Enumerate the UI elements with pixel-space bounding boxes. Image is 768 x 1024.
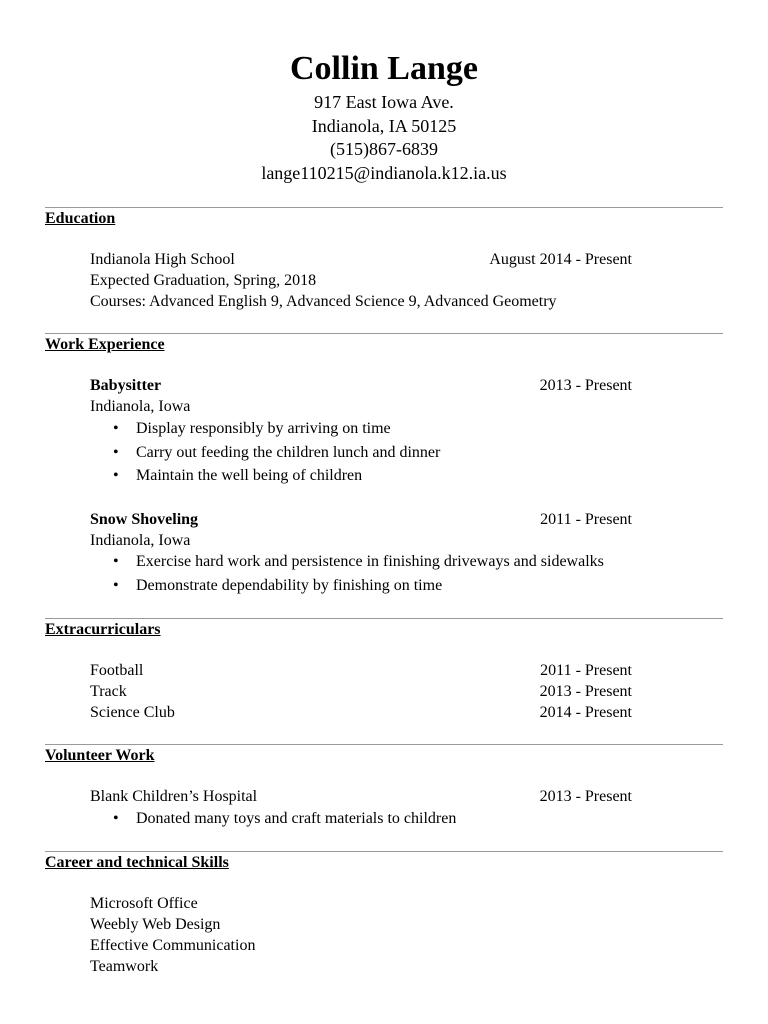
job-bullet: Exercise hard work and persistence in finishing driveways and sidewalks [136, 553, 604, 570]
phone-number: (515)867-6839 [330, 139, 438, 159]
graduation-info: Expected Graduation, Spring, 2018 [90, 272, 317, 289]
school-name: Indianola High School [90, 251, 235, 268]
job-location: Indianola, Iowa [90, 398, 191, 415]
work-heading: Work Experience [45, 336, 165, 353]
activity-name: Science Club [90, 704, 175, 721]
activity-name: Track [90, 683, 127, 700]
section-divider [45, 744, 723, 745]
activity-dates: 2014 - Present [539, 704, 632, 721]
section-divider [45, 333, 723, 334]
job-title: Snow Shoveling [90, 511, 199, 528]
job-bullet: Demonstrate dependability by finishing on time [136, 577, 443, 594]
job-title: Babysitter [90, 377, 162, 394]
skills-heading: Career and technical Skills [45, 854, 229, 871]
job-dates: 2013 - Present [539, 377, 632, 394]
education-heading: Education [45, 210, 116, 227]
job-bullet: Maintain the well being of children [136, 467, 363, 484]
bullet-icon: • [113, 444, 119, 461]
skill-item: Weebly Web Design [90, 916, 221, 933]
resume-name: Collin Lange [290, 50, 478, 87]
job-location: Indianola, Iowa [90, 532, 191, 549]
address-line1: 917 East Iowa Ave. [314, 92, 454, 112]
job-bullet: Carry out feeding the children lunch and dinner [136, 444, 441, 461]
school-dates: August 2014 - Present [489, 251, 632, 268]
section-divider [45, 207, 723, 208]
address-line2: Indianola, IA 50125 [311, 116, 457, 136]
section-divider [45, 851, 723, 852]
bullet-icon: • [113, 467, 119, 484]
volunteer-bullet: Donated many toys and craft materials to children [136, 810, 457, 827]
activity-name: Football [90, 662, 144, 679]
section-divider [45, 618, 723, 619]
skill-item: Microsoft Office [90, 895, 198, 912]
skill-item: Teamwork [90, 958, 159, 975]
volunteer-heading: Volunteer Work [45, 747, 155, 764]
bullet-icon: • [113, 553, 119, 570]
email-address: lange110215@indianola.k12.ia.us [261, 163, 507, 183]
courses-info: Courses: Advanced English 9, Advanced Science 9, Advanced Geometry [90, 293, 557, 310]
activity-dates: 2011 - Present [540, 662, 632, 679]
volunteer-dates: 2013 - Present [539, 788, 632, 805]
skill-item: Effective Communication [90, 937, 256, 954]
bullet-icon: • [113, 577, 119, 594]
job-dates: 2011 - Present [540, 511, 632, 528]
job-bullet: Display responsibly by arriving on time [136, 420, 391, 437]
volunteer-org: Blank Children’s Hospital [90, 788, 258, 805]
bullet-icon: • [113, 810, 119, 827]
extracurriculars-heading: Extracurriculars [45, 621, 161, 638]
bullet-icon: • [113, 420, 119, 437]
activity-dates: 2013 - Present [539, 683, 632, 700]
